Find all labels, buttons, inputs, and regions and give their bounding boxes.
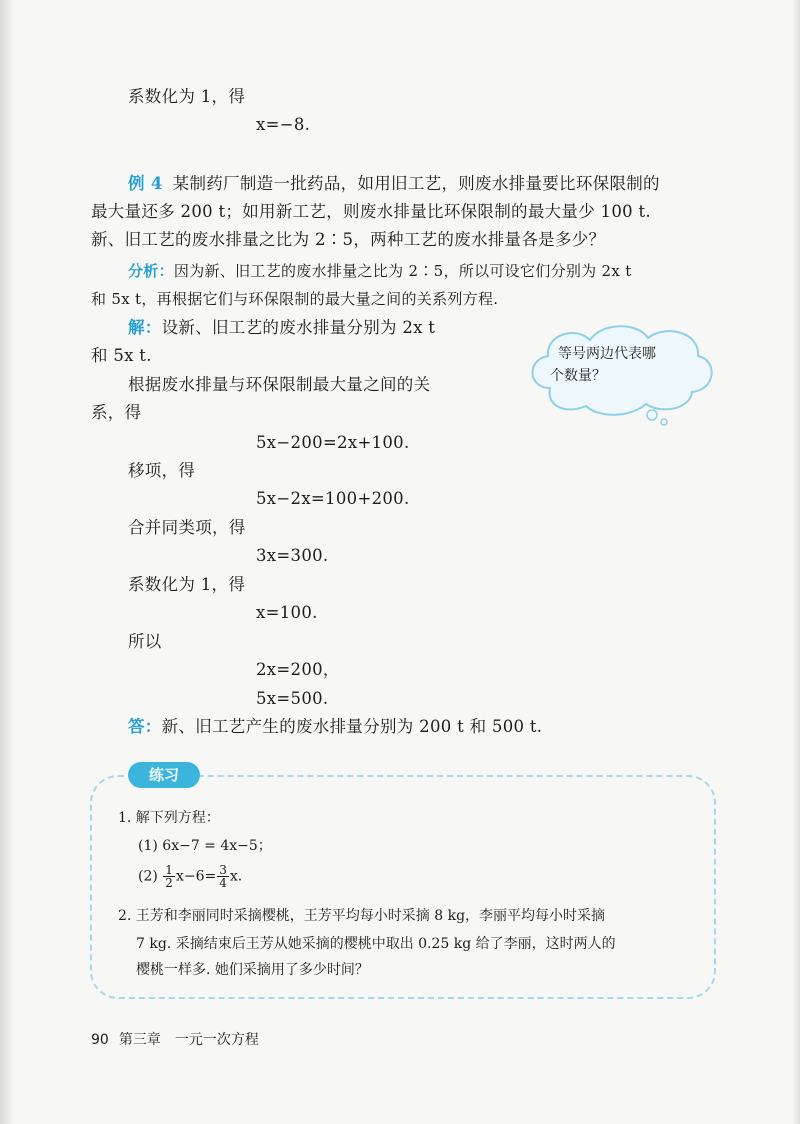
fraction-half-num: 1 (165, 863, 173, 877)
fraction-half-den: 2 (165, 876, 173, 890)
analysis-text-1: 因为新、旧工艺的废水排量之比为 2∶5，所以可设它们分别为 2x t (173, 262, 632, 280)
top-step-text: 系数化为 1，得 (128, 87, 246, 106)
fraction-half (163, 864, 175, 889)
chapter-title: 第三章 一元一次方程 (118, 1032, 259, 1048)
answer-text: 新、旧工艺产生的废水排量分别为 200 t 和 500 t. (161, 717, 543, 736)
practice-q1b-mid: x−6= (175, 868, 217, 885)
practice-q2-line-3: 樱桃一样多. 她们采摘用了多少时间？ (136, 962, 369, 978)
solution-equation-1: 5x−200=2x+100. (256, 433, 410, 452)
solution-line-4: 系，得 (91, 403, 142, 422)
example-text-1: 某制药厂制造一批药品，如用旧工艺，则废水排量要比环保限制的 (172, 174, 660, 193)
cloud-line-1: 等号两边代表哪 (558, 346, 656, 362)
solution-line-3: 根据废水排量与环保限制最大量之间的关 (128, 375, 431, 394)
practice-tag: 练习 (128, 762, 200, 788)
practice-q1b-prefix: (2) (138, 868, 158, 885)
top-equation: x=−8. (256, 115, 311, 134)
practice-q2-line-1: 2. 王芳和李丽同时采摘樱桃，王芳平均每小时采摘 8 kg，李丽平均每小时采摘 (118, 908, 606, 924)
solution-equation-6: 5x=500. (256, 689, 329, 708)
solution-step-5: 所以 (128, 632, 162, 651)
example-line-3: 新、旧工艺的废水排量之比为 2∶5，两种工艺的废水排量各是多少？ (91, 230, 606, 249)
page-footer (91, 1029, 259, 1049)
answer-label: 答： (128, 717, 162, 736)
solution-step-2: 移项，得 (128, 461, 196, 480)
solution-label: 解： (128, 318, 162, 337)
page-edge-shadow (792, 0, 800, 1124)
analysis-line-1 (128, 260, 632, 282)
solution-equation-3: 3x=300. (256, 546, 329, 565)
solution-equation-4: x=100. (256, 603, 318, 622)
fraction-three-quarters (217, 864, 229, 889)
fraction-tq-den: 4 (219, 876, 227, 890)
analysis-line-2: 和 5x t，再根据它们与环保限制的最大量之间的关系列方程. (91, 290, 499, 308)
analysis-label: 分析： (128, 262, 174, 280)
solution-line-2: 和 5x t. (91, 346, 152, 365)
example-marker: 例 4 (128, 174, 163, 193)
example-line-1 (128, 173, 660, 195)
solution-line-1 (128, 317, 435, 339)
solution-step-3: 合并同类项，得 (128, 518, 246, 537)
solution-equation-5: 2x=200， (256, 660, 340, 679)
practice-q1b-end: x. (229, 868, 243, 885)
solution-text-1: 设新、旧工艺的废水排量分别为 2x t (161, 318, 436, 337)
page-number: 90 (91, 1032, 109, 1048)
practice-q2-line-2: 7 kg. 采摘结束后王芳从她采摘的樱桃中取出 0.25 kg 给了李丽，这时两人的 (136, 936, 616, 952)
thought-cloud (520, 318, 720, 428)
answer-line (128, 716, 542, 738)
solution-equation-2: 5x−2x=100+200. (256, 489, 410, 508)
practice-q1: 1. 解下列方程： (118, 810, 220, 826)
page-spine-shadow (0, 0, 14, 1124)
practice-q1b (138, 864, 242, 889)
example-line-2: 最大量还多 200 t；如用新工艺，则废水排量比环保限制的最大量少 100 t. (91, 202, 651, 221)
fraction-tq-num: 3 (219, 863, 227, 877)
cloud-line-2: 个数量？ (550, 368, 606, 384)
practice-q1a: (1) 6x−7 = 4x−5； (138, 838, 272, 854)
solution-step-4: 系数化为 1，得 (128, 575, 246, 594)
